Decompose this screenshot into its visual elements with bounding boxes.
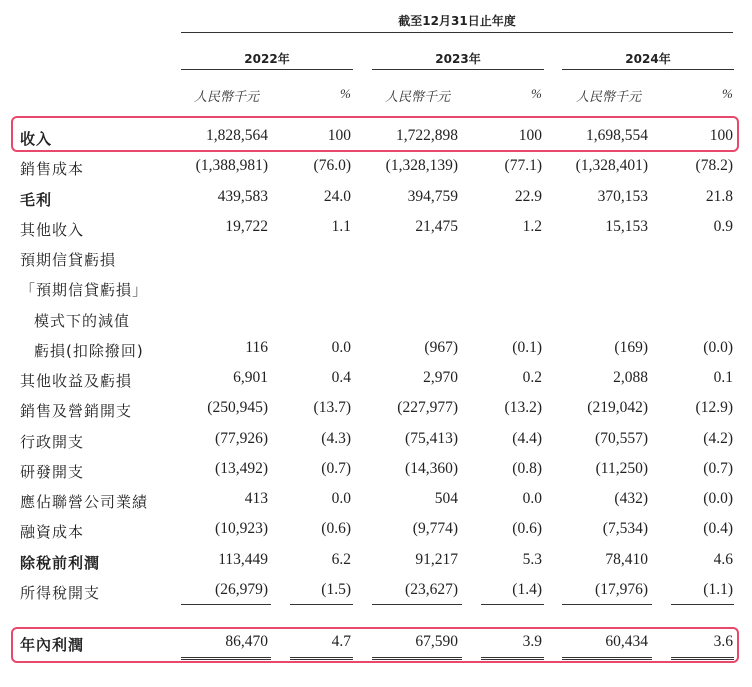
cell-2022-amount: 6,901 bbox=[233, 369, 268, 386]
cell-2023-amount: (23,627) bbox=[405, 581, 458, 598]
unit-rmb-2023: 人民幣千元 bbox=[385, 89, 451, 104]
total-rule-2023-amt bbox=[372, 657, 462, 660]
year-2024: 2024年 bbox=[625, 52, 671, 66]
total-rule-2024-pct bbox=[671, 657, 734, 660]
cell-2022-amount: (13,492) bbox=[215, 460, 268, 477]
cell-2023-pct: 0.0 bbox=[522, 490, 542, 507]
cell-2023-pct: (0.1) bbox=[512, 339, 542, 356]
cell-2024-pct: (4.2) bbox=[703, 430, 733, 447]
cell-2023-pct: 5.3 bbox=[522, 551, 542, 568]
cell-2023-pct: (4.4) bbox=[512, 430, 542, 447]
cell-2023-amount: 21,475 bbox=[415, 218, 458, 235]
unit-pct-2022: % bbox=[340, 86, 351, 101]
year-rule-2022 bbox=[181, 69, 353, 70]
cell-2023-amount: (14,360) bbox=[405, 460, 458, 477]
subtotal-rule-2023-pct bbox=[481, 604, 544, 605]
cell-2023-pct: 22.9 bbox=[514, 188, 542, 205]
cell-2022-pct: (4.3) bbox=[321, 430, 351, 447]
subtotal-rule-2022-pct bbox=[290, 604, 353, 605]
cell-2023-amount: 504 bbox=[434, 490, 458, 507]
subtotal-rule-2024-pct bbox=[671, 604, 734, 605]
row-label: 融資成本 bbox=[20, 523, 85, 541]
row-label: 行政開支 bbox=[20, 433, 85, 451]
cell-2024-pct: (0.4) bbox=[703, 520, 733, 537]
row-label: 「預期信貸虧損」 bbox=[20, 281, 149, 299]
cell-2022-amount: 439,583 bbox=[217, 188, 268, 205]
cell-2023-pct: 100 bbox=[518, 127, 542, 144]
cell-2024-amount: 15,153 bbox=[605, 218, 648, 235]
row-label: 收入 bbox=[20, 130, 53, 148]
subtotal-rule-2024-amt bbox=[562, 604, 652, 605]
cell-2022-amount: 86,470 bbox=[225, 633, 268, 650]
row-label: 虧損(扣除撥回) bbox=[34, 342, 144, 360]
cell-2022-amount: (250,945) bbox=[207, 399, 268, 416]
cell-2024-amount: 2,088 bbox=[613, 369, 648, 386]
cell-2023-pct: (0.6) bbox=[512, 520, 542, 537]
row-label: 銷售及營銷開支 bbox=[20, 402, 133, 420]
cell-2022-pct: (1.5) bbox=[321, 581, 351, 598]
cell-2023-pct: 1.2 bbox=[522, 218, 542, 235]
cell-2024-amount: (11,250) bbox=[595, 460, 648, 477]
cell-2023-amount: (227,977) bbox=[397, 399, 458, 416]
cell-2024-amount: (1,328,401) bbox=[575, 157, 648, 174]
year-2023: 2023年 bbox=[435, 52, 481, 66]
cell-2024-amount: (70,557) bbox=[595, 430, 648, 447]
year-rule-2024 bbox=[562, 69, 734, 70]
cell-2022-amount: 19,722 bbox=[225, 218, 268, 235]
cell-2022-pct: 0.0 bbox=[331, 339, 351, 356]
year-rule-2023 bbox=[372, 69, 544, 70]
cell-2024-amount: (219,042) bbox=[587, 399, 648, 416]
cell-2023-pct: (77.1) bbox=[504, 157, 542, 174]
cell-2024-amount: 78,410 bbox=[605, 551, 648, 568]
row-label: 除稅前利潤 bbox=[20, 554, 101, 572]
cell-2023-amount: 2,970 bbox=[423, 369, 458, 386]
cell-2023-amount: (9,774) bbox=[412, 520, 458, 537]
cell-2022-pct: (13.7) bbox=[313, 399, 351, 416]
cell-2023-amount: 67,590 bbox=[415, 633, 458, 650]
total-rule-2024-amt bbox=[562, 657, 652, 660]
cell-2024-pct: (0.0) bbox=[703, 339, 733, 356]
total-rule-2022-amt bbox=[181, 657, 271, 660]
cell-2022-amount: (1,388,981) bbox=[195, 157, 268, 174]
cell-2024-pct: 21.8 bbox=[705, 188, 733, 205]
cell-2022-amount: (10,923) bbox=[215, 520, 268, 537]
cell-2022-pct: 1.1 bbox=[331, 218, 351, 235]
cell-2022-amount: 413 bbox=[244, 490, 268, 507]
cell-2023-pct: 0.2 bbox=[522, 369, 542, 386]
cell-2022-amount: (77,926) bbox=[215, 430, 268, 447]
cell-2024-pct: (0.0) bbox=[703, 490, 733, 507]
cell-2024-pct: 100 bbox=[709, 127, 733, 144]
cell-2022-amount: 1,828,564 bbox=[206, 127, 268, 144]
cell-2024-pct: 0.1 bbox=[713, 369, 733, 386]
header-rule bbox=[181, 32, 733, 33]
subtotal-rule-2023-amt bbox=[372, 604, 462, 605]
unit-rmb-2024: 人民幣千元 bbox=[576, 89, 642, 104]
cell-2022-pct: 24.0 bbox=[323, 188, 351, 205]
cell-2024-amount: 370,153 bbox=[597, 188, 648, 205]
cell-2024-pct: 0.9 bbox=[713, 218, 733, 235]
cell-2022-amount: (26,979) bbox=[215, 581, 268, 598]
period-header: 截至12月31日止年度 bbox=[398, 14, 516, 28]
cell-2024-amount: (17,976) bbox=[595, 581, 648, 598]
row-label: 模式下的減值 bbox=[34, 312, 131, 330]
cell-2024-amount: (7,534) bbox=[602, 520, 648, 537]
cell-2023-pct: 3.9 bbox=[522, 633, 542, 650]
cell-2023-amount: (1,328,139) bbox=[385, 157, 458, 174]
cell-2022-amount: 113,449 bbox=[218, 551, 268, 568]
cell-2022-pct: (0.7) bbox=[321, 460, 351, 477]
cell-2022-pct: 0.4 bbox=[331, 369, 351, 386]
cell-2022-amount: 116 bbox=[245, 339, 268, 356]
unit-pct-2023: % bbox=[531, 86, 542, 101]
row-label: 所得稅開支 bbox=[20, 584, 101, 602]
cell-2022-pct: 0.0 bbox=[331, 490, 351, 507]
cell-2024-pct: (12.9) bbox=[695, 399, 733, 416]
cell-2024-amount: 1,698,554 bbox=[586, 127, 648, 144]
row-label: 研發開支 bbox=[20, 463, 85, 481]
row-label: 毛利 bbox=[20, 191, 53, 209]
cell-2024-amount: (169) bbox=[614, 339, 648, 356]
cell-2023-amount: 91,217 bbox=[415, 551, 458, 568]
total-rule-2022-pct bbox=[290, 657, 353, 660]
unit-rmb-2022: 人民幣千元 bbox=[194, 89, 260, 104]
cell-2024-pct: 4.6 bbox=[713, 551, 733, 568]
unit-pct-2024: % bbox=[722, 86, 733, 101]
cell-2022-pct: 100 bbox=[327, 127, 351, 144]
cell-2023-amount: 394,759 bbox=[407, 188, 458, 205]
cell-2024-amount: 60,434 bbox=[605, 633, 648, 650]
cell-2023-pct: (1.4) bbox=[512, 581, 542, 598]
cell-2024-pct: (78.2) bbox=[695, 157, 733, 174]
total-rule-2023-pct bbox=[481, 657, 544, 660]
cell-2024-pct: 3.6 bbox=[713, 633, 733, 650]
row-label: 其他收益及虧損 bbox=[20, 372, 133, 390]
row-label: 年內利潤 bbox=[20, 636, 85, 654]
year-2022: 2022年 bbox=[244, 52, 290, 66]
row-label: 預期信貸虧損 bbox=[20, 251, 117, 269]
cell-2022-pct: (76.0) bbox=[313, 157, 351, 174]
cell-2023-amount: 1,722,898 bbox=[396, 127, 458, 144]
row-label: 銷售成本 bbox=[20, 160, 85, 178]
cell-2023-amount: (75,413) bbox=[405, 430, 458, 447]
cell-2022-pct: 6.2 bbox=[331, 551, 351, 568]
cell-2023-pct: (0.8) bbox=[512, 460, 542, 477]
subtotal-rule-2022-amt bbox=[181, 604, 271, 605]
row-label: 其他收入 bbox=[20, 221, 85, 239]
cell-2024-pct: (1.1) bbox=[703, 581, 733, 598]
cell-2022-pct: (0.6) bbox=[321, 520, 351, 537]
cell-2023-pct: (13.2) bbox=[504, 399, 542, 416]
row-label: 應佔聯營公司業績 bbox=[20, 493, 149, 511]
cell-2024-amount: (432) bbox=[614, 490, 648, 507]
cell-2022-pct: 4.7 bbox=[331, 633, 351, 650]
cell-2024-pct: (0.7) bbox=[703, 460, 733, 477]
cell-2023-amount: (967) bbox=[424, 339, 458, 356]
